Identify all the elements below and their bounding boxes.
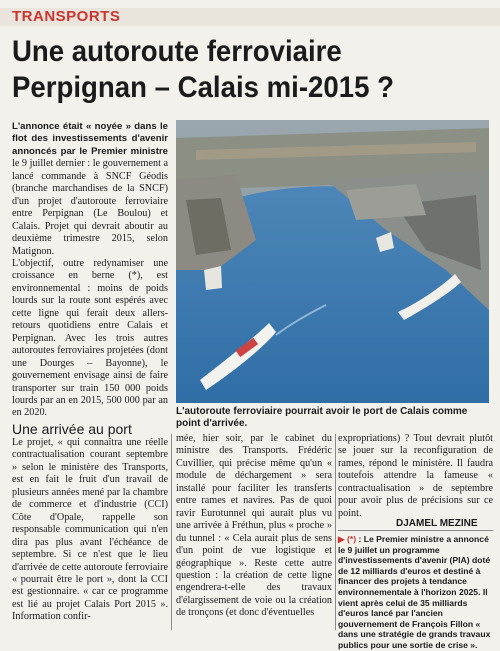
photo-caption: L'autoroute ferroviaire pourrait avoir le port de Calais comme point d'arrivée. (176, 406, 468, 429)
column-divider (171, 434, 172, 630)
note-divider (338, 530, 493, 531)
footnote-marker: ▶ (*) (338, 534, 357, 544)
lead-paragraph-2: L'objectif, outre redynamiser une croissance en berne (*), est environnemental : moins de poids lourds sur la route sont espérés avec cette ligne qui ferait deux allers-retours quotidiens entre Calais et Perpignan. Avec les trois autres autoroutes ferroviaires projetées (dont une Dourges – Bayonne), le gouvernement envisage ainsi de faire transporter sur train 150 000 poids lourds par an en 2015, 500 000 par an en 2020. (12, 257, 168, 419)
body-column-1: Le projet, « qui connaîtra une réelle contractualisation courant septembre » selon le ministère des Transports, est en fait le fruit d'un travail de plusieurs années mené par la chambre de commerce et d'industrie (CCI) Côte d'Opale, rappelle son responsable communication qui n'en dira pas plus avant l'échéance de septembre. Si ce n'est que le lieu d'arrivée de cette autoroute ferroviaire « pourrait être le port », dont la CCI est gestionnaire. « car ce programme est lié au projet Calais Port 2015 ». Information confir- (12, 437, 168, 623)
body-column-3: expropriations) ? Tout devrait plutôt se jouer sur la reconfiguration de rames, répond le ministère. Il faudra toutefois attendre la fameuse « contractualisation » de septembre pour avoir plus de précisions sur ce point. (338, 433, 493, 519)
section-subhead: Une arrivée au port (12, 421, 132, 437)
footnote-text: : Le Premier ministre a annoncé le 9 juillet un programme d'investissements d'avenir (PIA) doté de 12 milliards d'euros et destiné à financer des projets à tendance environnementale à l'horizon 2025. Il vient après celui de 35 milliards d'euros lancé par l'ancien gouvernement de François Fillon « dans une stratégie de grands travaux publics pour une sortie de crise ». (338, 534, 491, 650)
lead-bold-intro: L'annonce était « noyée » dans le flot des investissements d'avenir annoncés par le Premier ministre (12, 121, 168, 157)
footnote (338, 534, 493, 651)
article-headline (12, 34, 454, 106)
headline-line-2: Perpignan – Calais mi-2015 ? (12, 71, 394, 104)
lead-text: le 9 juillet dernier : le gouvernement a lancé commande à SNCF Géodis (branche marchandises de la SNCF) d'un projet d'autoroute ferroviaire entre Perpignan (Le Boulou) et Calais. Projet qui devrait aboutir au deuxième trimestre 2015, selon Matignon. (12, 158, 168, 257)
body-column-2: mée, hier soir, par le cabinet du ministre des Transports. Frédéric Cuvillier, qui précise même qu'un « module de déchargement » sera installé pour faciliter les transferts entre rames et navires. Pas de quoi ravir Eurotunnel qui aurait plus vu une arrivée à Fréthun, plus « proche » du tunnel : « Cela aurait plus de sens d'un point de vue logistique et géographique ». Reste cette autre question : la création de cette ligne engendrera-t-elle des travaux d'élargissement de voie ou la création de tronçons (et donc d'éventuelles (176, 433, 332, 619)
lead-column (12, 121, 168, 420)
headline-line-1: Une autoroute ferroviaire (12, 35, 342, 68)
calais-port-aerial-image (176, 120, 489, 403)
port-photo (176, 120, 489, 403)
column-divider (335, 434, 336, 630)
author-signature: DJAMEL MEZINE (396, 518, 478, 529)
section-rubric: TRANSPORTS (12, 8, 121, 25)
